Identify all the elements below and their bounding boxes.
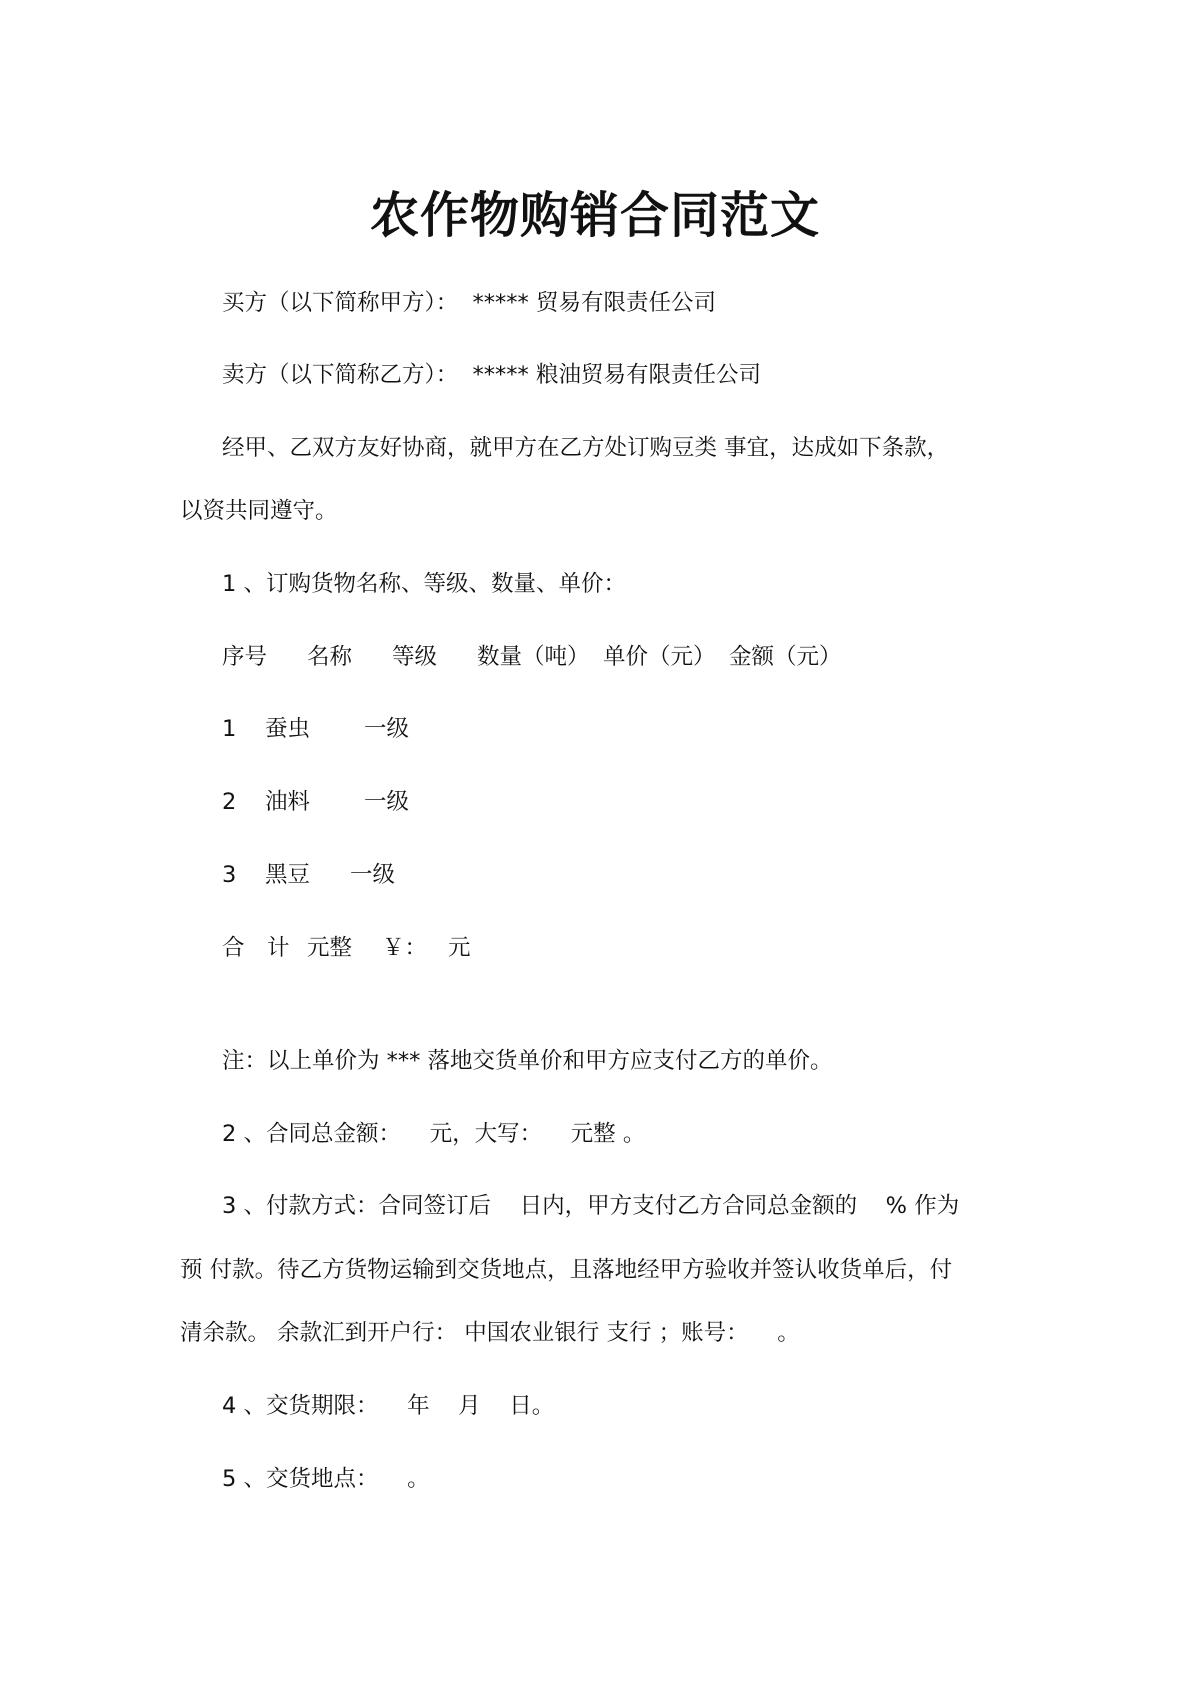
- document-title: 农作物购销合同范文: [369, 187, 820, 244]
- clause-4: 4 、交货期限： 年 月 日。: [222, 1393, 555, 1419]
- row-name: 蚕虫: [265, 716, 311, 742]
- seller-line: 卖方（以下简称乙方）： ***** 粮油贸易有限责任公司: [222, 362, 761, 388]
- price-note: 注：以上单价为 *** 落地交货单价和甲方应支付乙方的单价。: [222, 1048, 833, 1074]
- clause-3-line-1: 3 、付款方式：合同签订后 日内，甲方支付乙方合同总金额的 % 作为: [222, 1193, 960, 1219]
- row-no: 1: [222, 716, 237, 742]
- table-row: [0, 714, 1190, 744]
- header-cell-amount: 金额（元）: [729, 644, 842, 670]
- header-cell-name: 名称: [307, 644, 353, 670]
- total-yuan: 元: [448, 935, 471, 961]
- row-no: 3: [222, 862, 237, 888]
- clause-2: 2 、合同总金额： 元，大写： 元整 。: [222, 1121, 646, 1147]
- table-total-row: [0, 933, 1190, 963]
- clause-1-heading: 1 、订购货物名称、等级、数量、单价：: [222, 571, 626, 597]
- total-currency-sign: ￥：: [382, 935, 428, 961]
- intro-line-2: 以资共同遵守。: [180, 498, 338, 524]
- row-grade: 一级: [350, 862, 396, 888]
- header-cell-quantity: 数量（吨）: [477, 644, 590, 670]
- clause-5: 5 、交货地点： 。: [222, 1466, 430, 1492]
- row-grade: 一级: [364, 716, 410, 742]
- clause-3-line-2: 预 付款。待乙方货物运输到交货地点，且落地经甲方验收并签认收货单后，付: [180, 1257, 953, 1283]
- total-label-ji: 计: [267, 935, 290, 961]
- header-cell-unit-price: 单价（元）: [603, 644, 716, 670]
- total-yuan-zheng: 元整: [307, 935, 353, 961]
- row-name: 油料: [265, 789, 311, 815]
- buyer-line: 买方（以下简称甲方）： ***** 贸易有限责任公司: [222, 290, 716, 316]
- total-label-he: 合: [222, 935, 245, 961]
- goods-table-header: [0, 642, 1190, 672]
- intro-line-1: 经甲、乙双方友好协商，就甲方在乙方处订购豆类 事宜，达成如下条款，: [222, 435, 950, 461]
- table-row: [0, 787, 1190, 817]
- header-cell-no: 序号: [222, 644, 268, 670]
- header-cell-grade: 等级: [392, 644, 438, 670]
- row-grade: 一级: [364, 789, 410, 815]
- row-name: 黑豆: [265, 862, 311, 888]
- table-row: [0, 860, 1190, 890]
- clause-3-line-3: 清余款。 余款汇到开户行： 中国农业银行 支行 ；账号： 。: [180, 1320, 800, 1346]
- row-no: 2: [222, 789, 237, 815]
